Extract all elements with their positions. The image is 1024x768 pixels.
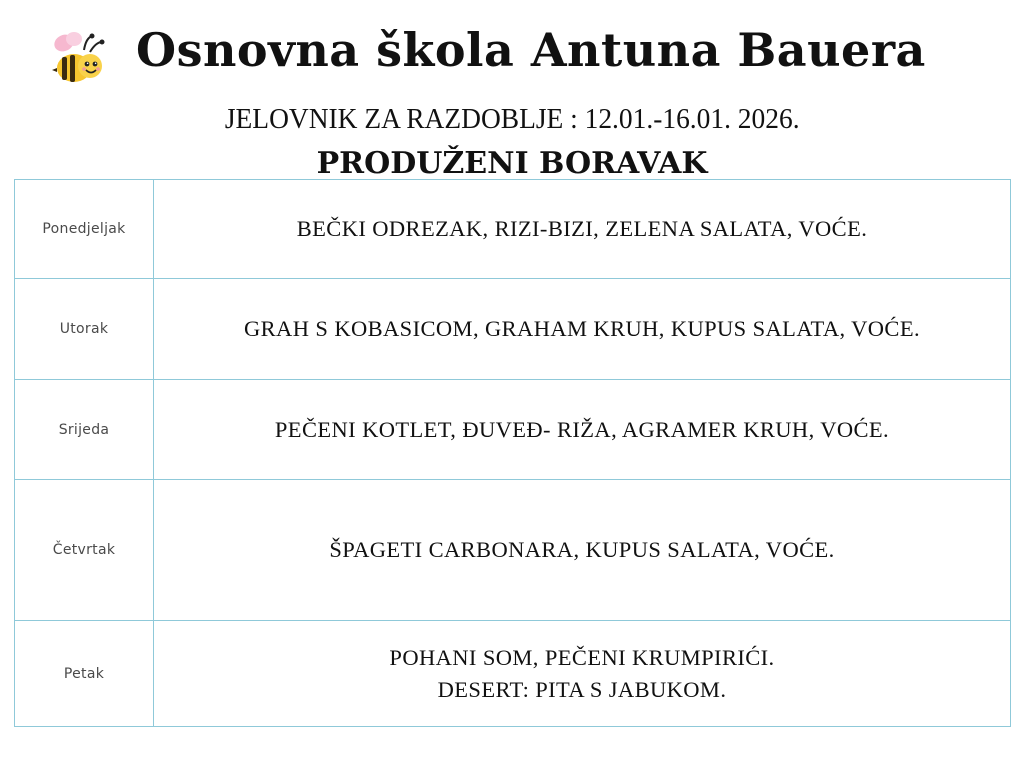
day-cell-utorak: Utorak <box>15 279 154 380</box>
menu-period <box>0 102 1024 138</box>
table-row <box>15 279 1011 380</box>
table-row <box>15 180 1011 279</box>
day-cell-petak: Petak <box>15 621 154 727</box>
meal-cell <box>154 380 1011 480</box>
page-header <box>0 0 1024 180</box>
bee-icon <box>50 30 106 90</box>
meal-cell <box>154 279 1011 380</box>
meal-line: ŠPAGETI CARBONARA, KUPUS SALATA, VOĆE. <box>329 537 835 562</box>
table-row <box>15 380 1011 480</box>
meal-cell <box>154 180 1011 279</box>
table-row <box>15 621 1011 727</box>
menu-table <box>14 179 1011 727</box>
day-cell-ponedjeljak: Ponedjeljak <box>15 180 154 279</box>
school-title: Osnovna škola Antuna Bauera <box>136 23 926 77</box>
meal-line: POHANI SOM, PEČENI KRUMPIRIĆI. <box>389 644 775 670</box>
meal-cell <box>154 621 1011 727</box>
day-cell-srijeda: Srijeda <box>15 380 154 480</box>
program-title: PRODUŽENI BORAVAK <box>316 146 708 181</box>
meal-line: DESERT: PITA S JABUKOM. <box>437 676 727 702</box>
meal-line: GRAH S KOBASICOM, GRAHAM KRUH, KUPUS SALATA, VOĆE. <box>244 316 920 341</box>
meal-cell <box>154 480 1011 621</box>
meal-line: BEČKI ODREZAK, RIZI-BIZI, ZELENA SALATA, VOĆE. <box>296 216 868 241</box>
menu-period-label: JELOVNIK ZA RAZDOBLJE : 12.01.-16.01. 2026. <box>224 104 800 135</box>
day-cell-cetvrtak: Četvrtak <box>15 480 154 621</box>
meal-line: PEČENI KOTLET, ĐUVEĐ- RIŽA, AGRAMER KRUH, VOĆE. <box>274 416 890 442</box>
table-row <box>15 480 1011 621</box>
